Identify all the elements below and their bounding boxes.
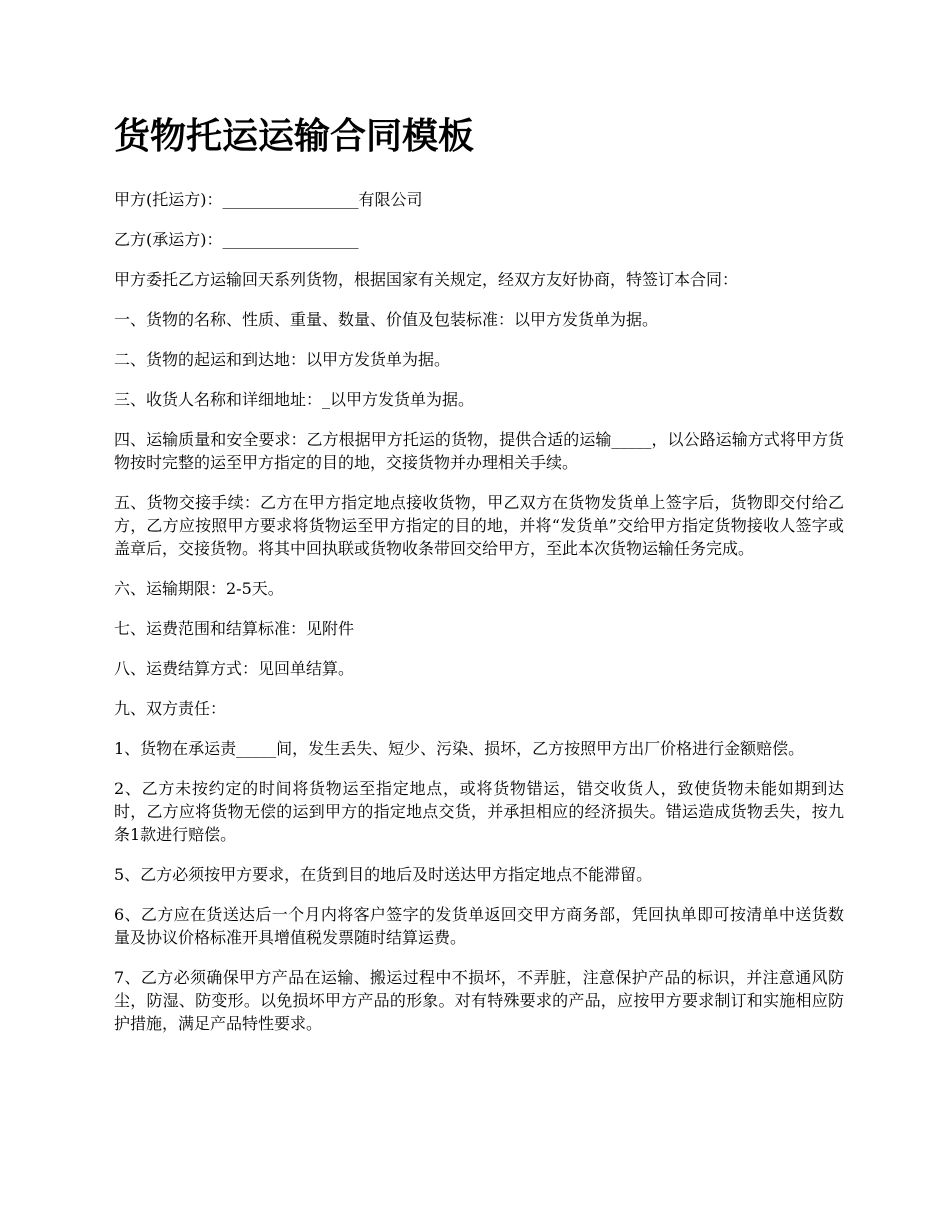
document-body bbox=[114, 108, 844, 1052]
clause-4-quality-safety: 四、运输质量和安全要求：乙方根据甲方托运的货物，提供合适的运输_____，以公路运输方式将甲方货物按时完整的运至甲方指定的目的地，交接货物并办理相关手续。 bbox=[114, 430, 844, 472]
clause-9-responsibilities-heading: 九、双方责任： bbox=[114, 699, 227, 718]
clause-5-handover: 五、货物交接手续：乙方在甲方指定地点接收货物，甲乙双方在货物发货单上签字后，货物即交付给乙方，乙方应按照甲方要求将货物运至甲方指定的目的地，并将“发货单”交给甲方指定货物接收人签字或盖章后，交接货物。将其中回执联或货物收条带回交给甲方，至此本次货物运输任务完成。 bbox=[114, 493, 844, 558]
party-b-line: 乙方(承运方)：_________________ bbox=[114, 230, 359, 249]
clause-6-transport-period: 六、运输期限：2-5天。 bbox=[114, 579, 284, 598]
clause-7-freight-scope: 七、运费范围和结算标准：见附件 bbox=[114, 619, 355, 638]
document-title: 货物托运运输合同模板 bbox=[114, 115, 475, 157]
responsibility-item-5: 5、乙方必须按甲方要求，在货到目的地后及时送达甲方指定地点不能滞留。 bbox=[114, 865, 653, 884]
clause-3-consignee: 三、收货人名称和详细地址：_以甲方发货单为据。 bbox=[114, 390, 475, 409]
responsibility-item-7: 7、乙方必须确保甲方产品在运输、搬运过程中不损坏，不弄脏，注意保护产品的标识，并注意通风防尘，防湿、防变形。以免损坏甲方产品的形象。对有特殊要求的产品，应按甲方要求制订和实施相应防护措施，满足产品特性要求。 bbox=[114, 968, 844, 1033]
responsibility-item-1: 1、货物在承运责_____间，发生丢失、短少、污染、损坏，乙方按照甲方出厂价格进行金额赔偿。 bbox=[114, 739, 805, 758]
responsibility-item-2: 2、乙方未按约定的时间将货物运至指定地点，或将货物错运，错交收货人，致使货物未能如期到达时，乙方应将货物无偿的运到甲方的指定地点交货，并承担相应的经济损失。错运造成货物丢失，按九条1款进行赔偿。 bbox=[114, 779, 844, 844]
clause-8-settlement-method: 八、运费结算方式：见回单结算。 bbox=[114, 659, 355, 678]
clause-2-origin-destination: 二、货物的起运和到达地：以甲方发货单为据。 bbox=[114, 350, 451, 369]
responsibility-item-6: 6、乙方应在货送达后一个月内将客户签字的发货单返回交甲方商务部，凭回执单即可按清单中送货数量及协议价格标准开具增值税发票随时结算运费。 bbox=[114, 905, 844, 947]
clause-1-goods-description: 一、货物的名称、性质、重量、数量、价值及包装标准：以甲方发货单为据。 bbox=[114, 310, 659, 329]
preamble-paragraph: 甲方委托乙方运输回天系列货物，根据国家有关规定，经双方友好协商，特签订本合同： bbox=[114, 270, 739, 289]
party-a-line: 甲方(托运方)：_________________有限公司 bbox=[114, 190, 423, 209]
